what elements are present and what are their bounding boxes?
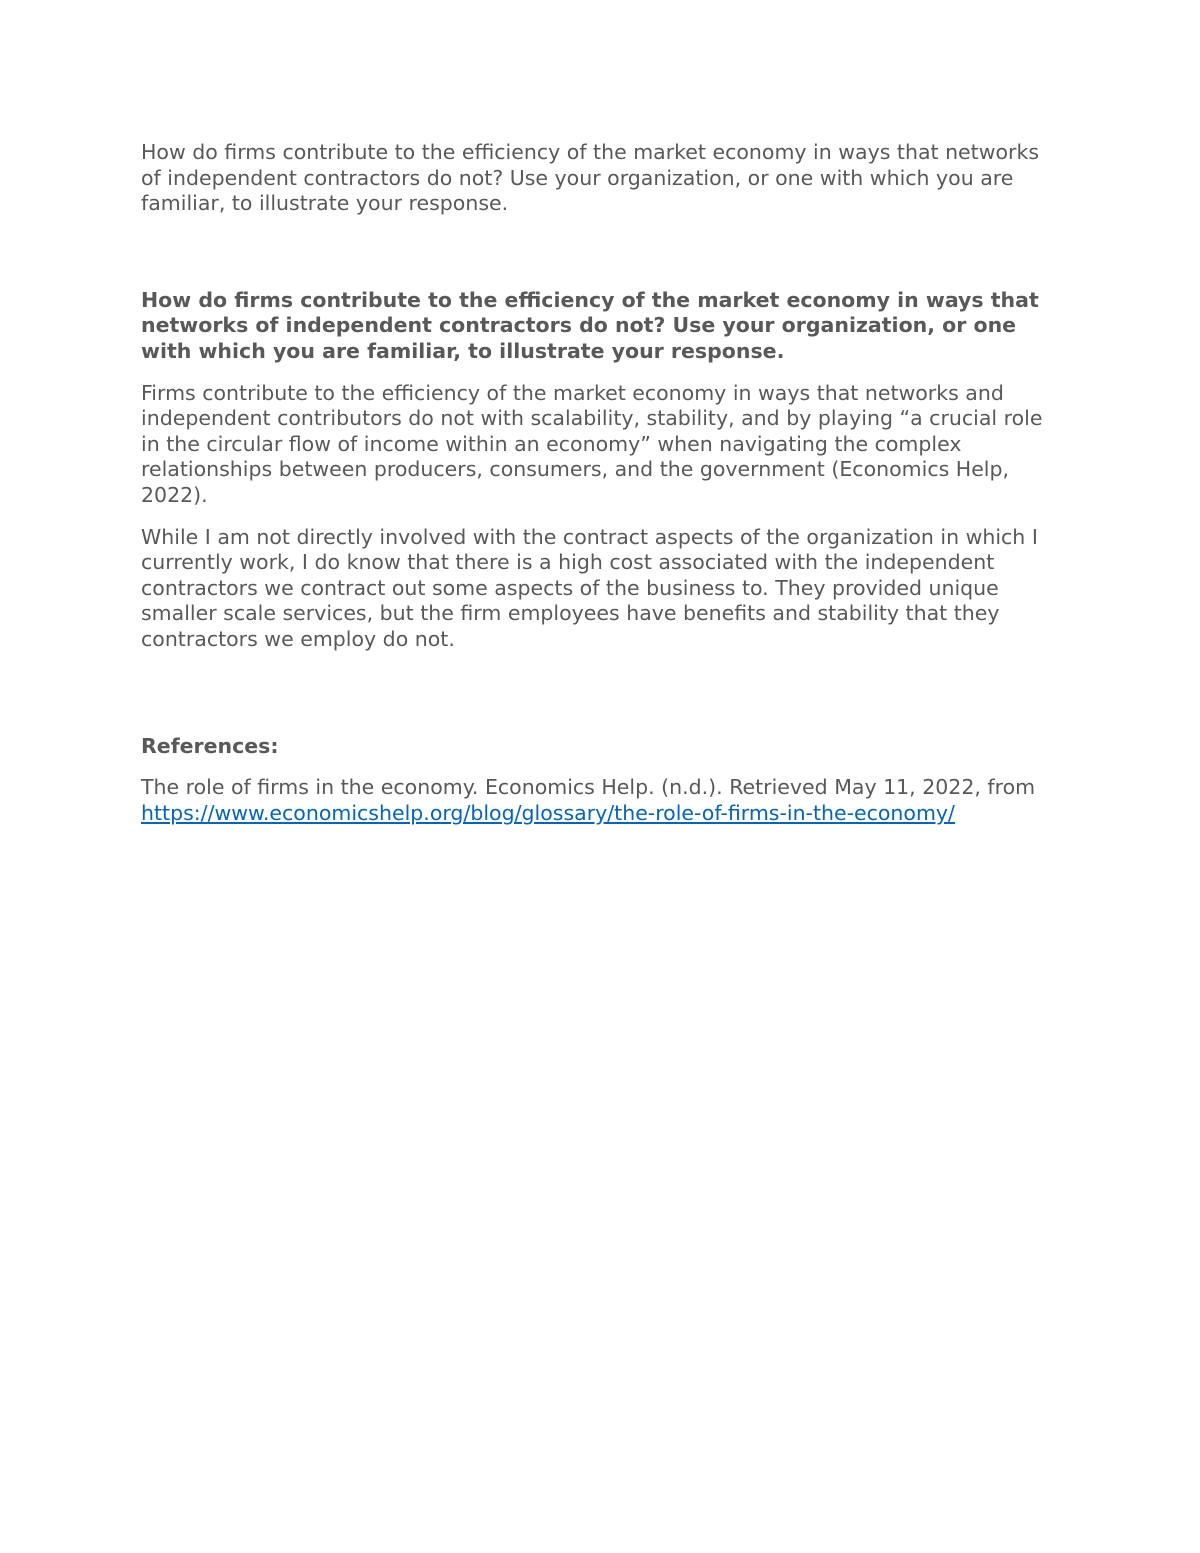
reference-entry	[141, 775, 1061, 826]
question-heading: How do firms contribute to the efficiency of the market economy in ways that networks of independent contractors do not? Use your organization, or one with which you are familiar, to illustrate your response.	[141, 287, 1039, 363]
response-paragraph-1: Firms contribute to the efficiency of the market economy in ways that networks and independent contributors do not with scalability, stability, and by playing “a crucial role in the circular flow of income within an economy” when navigating the complex relationships between producers, consumers, and the government (Economics Help, 2022).	[141, 380, 1043, 507]
reference-link[interactable]: https://www.economicshelp.org/blog/glossary/the-role-of-firms-in-the-economy/	[141, 800, 955, 825]
assignment-prompt: How do firms contribute to the efficiency of the market economy in ways that networks of independent contractors do not? Use your organization, or one with which you are familiar, to illustrate your response.	[141, 140, 1039, 216]
response-paragraph-2: While I am not directly involved with the contract aspects of the organization in which I currently work, I do know that there is a high cost associated with the independent contractors we contract out some aspects of the business to. They provided unique smaller scale services, but the firm employees have benefits and stability that they contractors we employ do not.	[141, 524, 1038, 651]
references-heading: References:	[141, 733, 279, 758]
reference-citation-text: The role of firms in the economy. Economics Help. (n.d.). Retrieved May 11, 2022, from	[141, 775, 1036, 800]
document-body	[141, 140, 1061, 826]
